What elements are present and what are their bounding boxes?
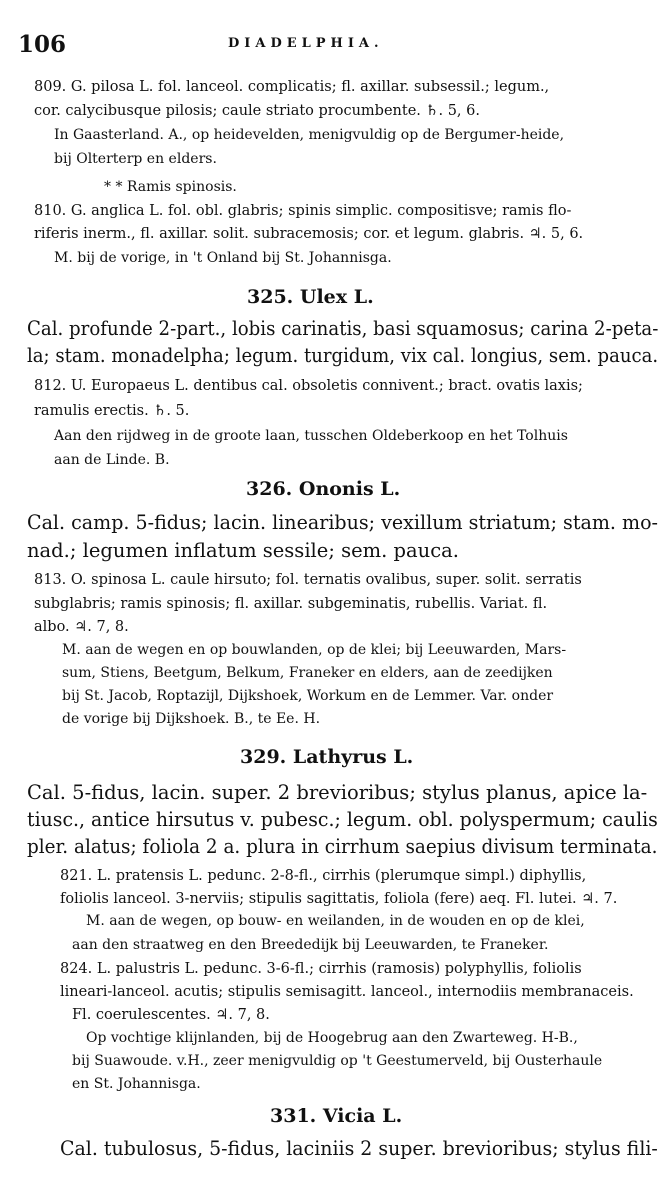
locality-note-824-line-1: Op vochtige klijnlanden, bij de Hoogebrug aan den Zwarteweg. H-B.,	[86, 1030, 578, 1046]
species-entry-821-line-1: 821. L. pratensis L. pedunc. 2-8-fl., cirrhis (plerumque simpl.) diphyllis,	[60, 868, 587, 884]
genus-description-ononis-line-1: Cal. camp. 5-fidus; lacin. linearibus; vexillum striatum; stam. mo-	[27, 511, 658, 534]
species-entry-821-line-2: foliolis lanceol. 3-nerviis; stipulis sagittatis, foliola (fere) aeq. Fl. lutei. ♃. 7.	[60, 891, 618, 907]
genus-description-ulex-line-2: la; stam. monadelpha; legum. turgidum, vix cal. longius, sem. pauca.	[27, 344, 659, 367]
locality-note-824-line-2: bij Suawoude. v.H., zeer menigvuldig op 't Geestumerveld, bij Ousterhaule	[72, 1053, 603, 1069]
genus-description-lathyrus-line-3: pler. alatus; foliola 2 a. plura in cirrhum saepius divisum terminata.	[27, 835, 658, 858]
subdivision-heading: * * Ramis spinosis.	[104, 179, 237, 195]
genus-heading-vicia: 331. Vicia L.	[270, 1105, 403, 1127]
genus-heading-ononis: 326. Ononis L.	[246, 478, 401, 500]
species-entry-812-line-2: ramulis erectis. ♄. 5.	[34, 403, 190, 419]
locality-note-813-line-3: bij St. Jacob, Roptazijl, Dijkshoek, Workum en de Lemmer. Var. onder	[62, 688, 554, 704]
locality-note-809-line-1: In Gaasterland. A., op heidevelden, menigvuldig op de Bergumer-heide,	[54, 127, 565, 143]
locality-note-821-line-1: M. aan de wegen, op bouw- en weilanden, in de wouden en op de klei,	[86, 913, 585, 929]
species-entry-812-line-1: 812. U. Europaeus L. dentibus cal. obsoletis connivent.; bract. ovatis laxis;	[34, 378, 583, 394]
species-entry-810-line-2: riferis inerm., fl. axillar. solit. subracemosis; cor. et legum. glabris. ♃. 5, 6.	[34, 226, 584, 242]
species-entry-813-line-3: albo. ♃. 7, 8.	[34, 619, 129, 635]
genus-heading-ulex: 325. Ulex L.	[247, 286, 374, 308]
running-title: DIADELPHIA.	[228, 36, 384, 51]
species-entry-824-line-1: 824. L. palustris L. pedunc. 3-6-fl.; cirrhis (ramosis) polyphyllis, foliolis	[60, 961, 582, 977]
locality-note-824-line-3: en St. Johannisga.	[72, 1076, 201, 1092]
genus-description-ulex-line-1: Cal. profunde 2-part., lobis carinatis, basi squamosus; carina 2-peta-	[27, 317, 659, 340]
locality-note-821-line-2: aan den straatweg en den Breededijk bij Leeuwarden, te Franeker.	[72, 937, 549, 953]
genus-heading-lathyrus: 329. Lathyrus L.	[240, 746, 414, 768]
locality-note-813-line-1: M. aan de wegen en op bouwlanden, op de klei; bij Leeuwarden, Mars-	[62, 642, 567, 658]
locality-note-812-line-2: aan de Linde. B.	[54, 452, 170, 468]
species-entry-809-line-1: 809. G. pilosa L. fol. lanceol. complicatis; fl. axillar. subsessil.; legum.,	[34, 79, 550, 95]
locality-note-812-line-1: Aan den rijdweg in de groote laan, tusschen Oldeberkoop en het Tolhuis	[54, 428, 568, 444]
genus-description-vicia-line-1: Cal. tubulosus, 5-fidus, laciniis 2 super. brevioribus; stylus fili-	[60, 1137, 658, 1160]
locality-note-813-line-4: de vorige bij Dijkshoek. B., te Ee. H.	[62, 711, 321, 727]
species-entry-824-line-3: Fl. coerulescentes. ♃. 7, 8.	[72, 1007, 270, 1023]
genus-description-lathyrus-line-2: tiusc., antice hirsutus v. pubesc.; legum. obl. polyspermum; caulis	[27, 808, 658, 831]
species-entry-813-line-1: 813. O. spinosa L. caule hirsuto; fol. ternatis ovalibus, super. solit. serratis	[34, 572, 582, 588]
page-number: 106	[18, 31, 67, 58]
species-entry-813-line-2: subglabris; ramis spinosis; fl. axillar. subgeminatis, rubellis. Variat. fl.	[34, 596, 548, 612]
locality-note-813-line-2: sum, Stiens, Beetgum, Belkum, Franeker en elders, aan de zeedijken	[62, 665, 553, 681]
genus-description-ononis-line-2: nad.; legumen inflatum sessile; sem. pauca.	[27, 539, 459, 562]
genus-description-lathyrus-line-1: Cal. 5-fidus, lacin. super. 2 brevioribus; stylus planus, apice la-	[27, 781, 648, 804]
species-entry-824-line-2: lineari-lanceol. acutis; stipulis semisagitt. lanceol., internodiis membranaceis.	[60, 984, 634, 1000]
species-entry-809-line-2: cor. calycibusque pilosis; caule striato procumbente. ♄. 5, 6.	[34, 103, 480, 119]
locality-note-809-line-2: bij Olterterp en elders.	[54, 151, 217, 167]
species-entry-810-line-1: 810. G. anglica L. fol. obl. glabris; spinis simplic. compositisve; ramis flo-	[34, 203, 572, 219]
locality-note-810: M. bij de vorige, in 't Onland bij St. Johannisga.	[54, 250, 392, 266]
